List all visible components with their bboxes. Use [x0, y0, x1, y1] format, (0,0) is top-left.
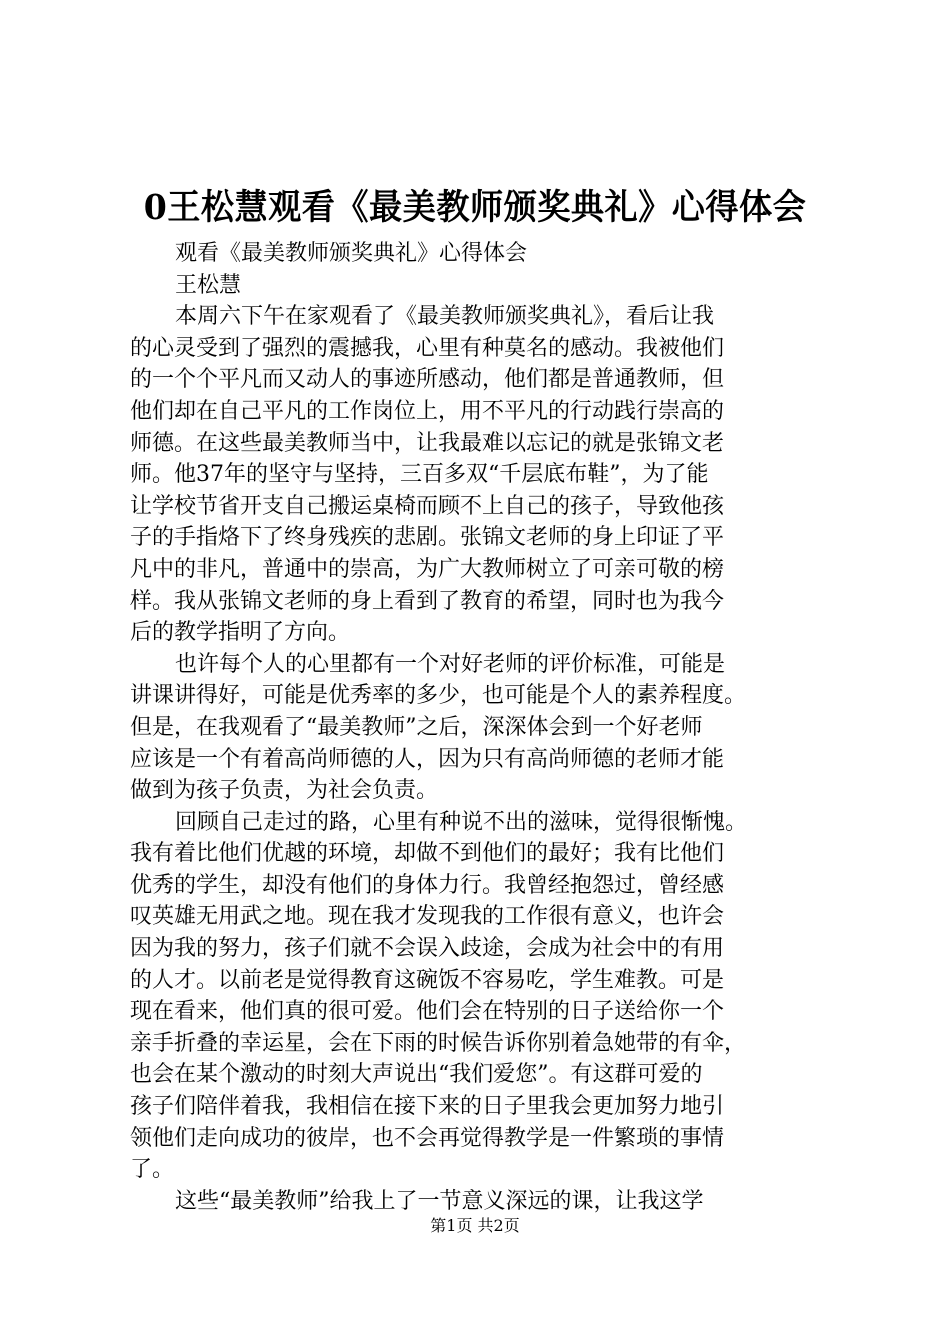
- text-line: 也许每个人的心里都有一个对好老师的评价标准，可能是: [175, 651, 726, 677]
- text-line: 亲手折叠的幸运星，会在下雨的时候告诉你别着急她带的有伞，: [130, 1030, 747, 1056]
- text-line: 的心灵受到了强烈的震撼我，心里有种莫名的感动。我被他们: [130, 335, 725, 361]
- text-line: 讲课讲得好，可能是优秀率的多少，也可能是个人的素养程度。: [130, 683, 747, 709]
- text-line: 做到为孩子负责，为社会负责。: [130, 778, 439, 804]
- document-title: 0王松慧观看《最美教师颁奖典礼》心得体会: [143, 187, 807, 228]
- text-line: 师德。在这些最美教师当中，让我最难以忘记的就是张锦文老: [130, 430, 725, 456]
- paragraph-lines: [130, 301, 852, 1217]
- text-line: 孩子们陪伴着我，我相信在接下来的日子里我会更加努力地引: [130, 1094, 725, 1120]
- text-line: 现在看来，他们真的很可爱。他们会在特别的日子送给你一个: [130, 999, 725, 1025]
- text-line: 优秀的学生，却没有他们的身体力行。我曾经抱怨过，曾经感: [130, 872, 725, 898]
- text-line: 了。: [130, 1157, 175, 1183]
- text-line: 子的手指烙下了终身残疾的悲剧。张锦文老师的身上印证了平: [130, 525, 725, 551]
- text-line: 让学校节省开支自己搬运桌椅而顾不上自己的孩子，导致他孩: [130, 493, 725, 519]
- document-body: [130, 238, 852, 1217]
- author-line: 王松慧: [175, 272, 242, 298]
- text-line: 他们却在自己平凡的工作岗位上，用不平凡的行动践行崇高的: [130, 398, 725, 424]
- text-line: 应该是一个有着高尚师德的人，因为只有高尚师德的老师才能: [130, 746, 725, 772]
- subtitle-line: 观看《最美教师颁奖典礼》心得体会: [175, 241, 528, 266]
- text-line: 但是，在我观看了“最美教师”之后，深深体会到一个好老师: [130, 714, 703, 740]
- text-line: 的一个个平凡而又动人的事迹所感动，他们都是普通教师，但: [130, 367, 725, 393]
- text-line: 本周六下午在家观看了《最美教师颁奖典礼》，看后让我: [175, 304, 715, 330]
- text-line: 凡中的非凡，普通中的崇高，为广大教师树立了可亲可敬的榜: [130, 556, 725, 582]
- text-line: 的人才。以前老是觉得教育这碗饭不容易吃，学生难教。可是: [130, 967, 725, 993]
- text-line: 后的教学指明了方向。: [130, 620, 351, 646]
- text-line: 样。我从张锦文老师的身上看到了教育的希望，同时也为我今: [130, 588, 725, 614]
- text-line: 也会在某个激动的时刻大声说出“我们爱您”。有这群可爱的: [130, 1062, 703, 1088]
- text-line: 领他们走向成功的彼岸，也不会再觉得教学是一件繁琐的事情: [130, 1125, 725, 1151]
- text-line: 我有着比他们优越的环境，却做不到他们的最好；我有比他们: [130, 841, 725, 867]
- text-line: 叹英雄无用武之地。现在我才发现我的工作很有意义，也许会: [130, 904, 725, 930]
- text-line: 师。他37年的坚守与坚持，三百多双“千层底布鞋”，为了能: [130, 462, 709, 488]
- text-line: 回顾自己走过的路，心里有种说不出的滋味，觉得很惭愧。: [175, 809, 748, 835]
- page-footer: 第1页 共2页: [430, 1216, 520, 1235]
- text-line: 这些“最美教师”给我上了一节意义深远的课，让我这学: [175, 1188, 704, 1214]
- text-line: 因为我的努力，孩子们就不会误入歧途，会成为社会中的有用: [130, 936, 725, 962]
